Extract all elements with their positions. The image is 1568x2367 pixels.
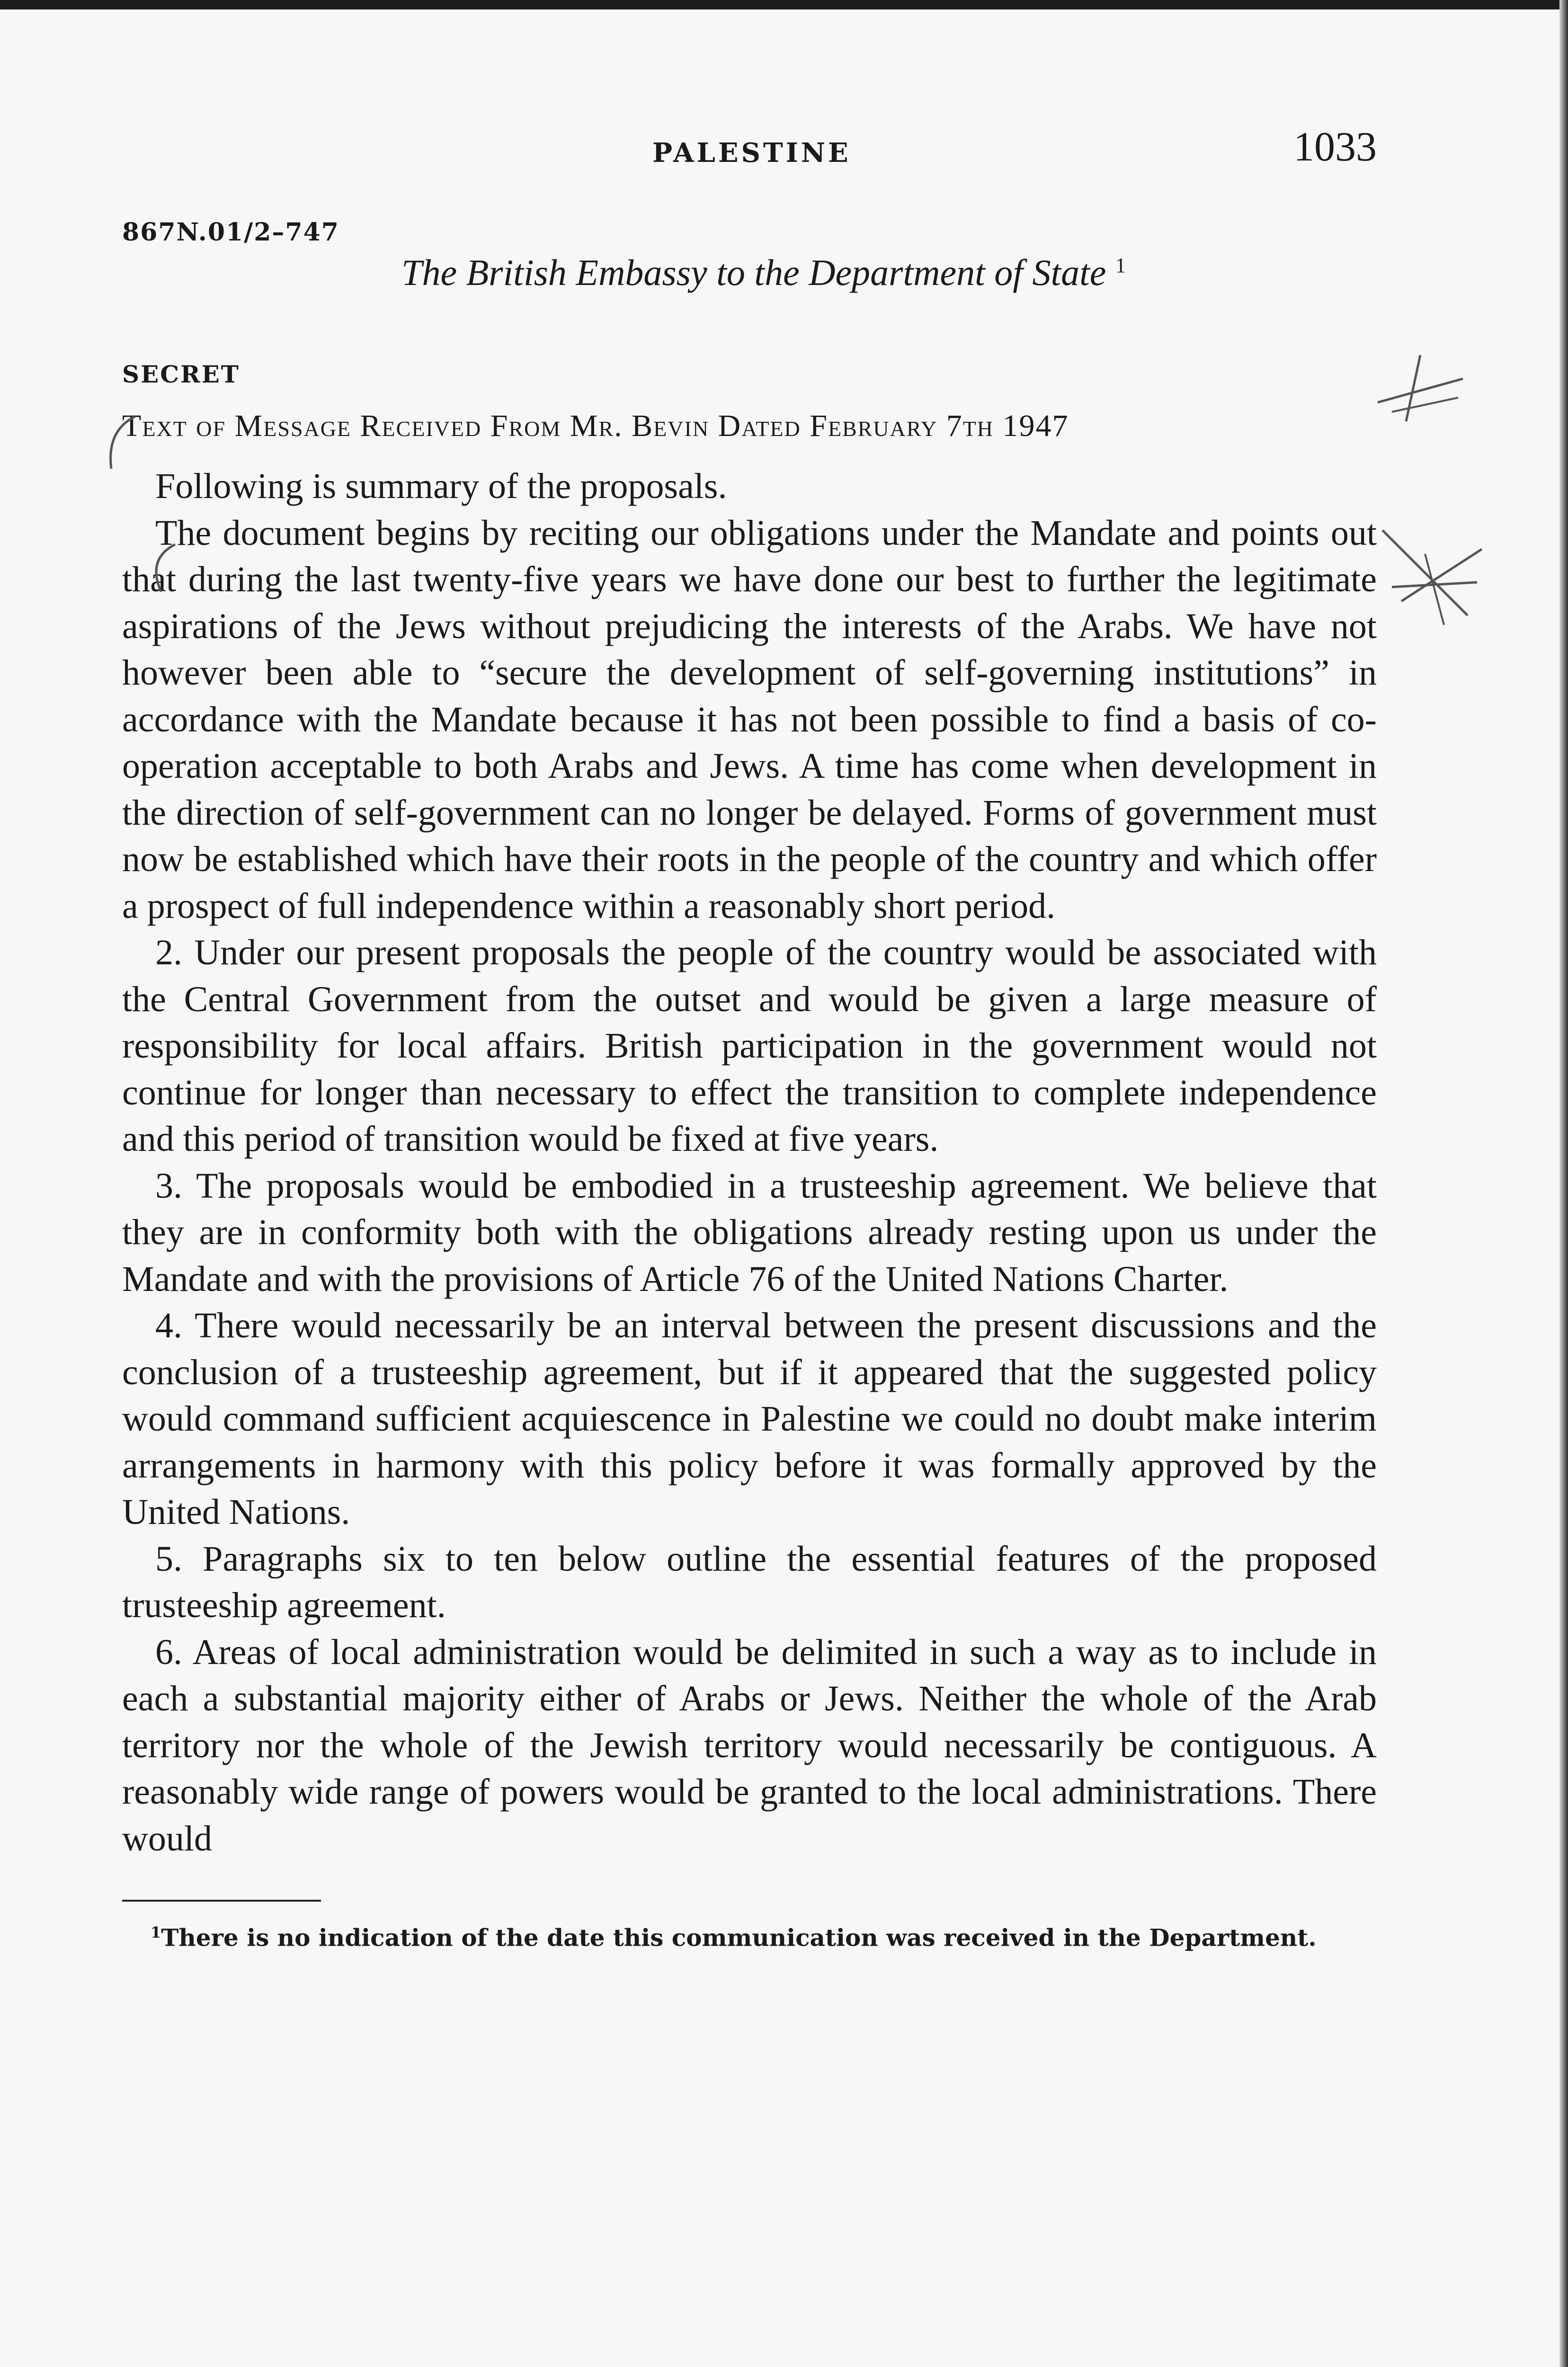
pencil-asterisk-margin-icon bbox=[1373, 521, 1496, 634]
paragraph-6: 6. Areas of local administration would be delimited in such a way as to include in each a substantial majority either of Arabs or Jews. Neither the whole of the Arab territory nor the whole of the Jewish territory would necessarily be contiguous. A reasonably wide range of powers would be granted to the local administrations. There would bbox=[122, 1632, 1377, 1859]
paragraph-1: The document begins by reciting our obligations under the Mandate and points out that during the last twenty-five years we have done our best to further the legitimate aspirations of the Jews without prejudicing the interests of the Arabs. We have not however been able to “secure the development of self-governing institutions” in accordance with the Mandate because it has not been possible to find a basis of co-operation acceptable to both Arabs and Jews. A time has come when development in the direction of self-government can no longer be delayed. Forms of government must now be established which have their roots in the people of the country and which offer a prospect of full independence within a reasonably short period. bbox=[122, 513, 1377, 926]
classification-label: SECRET bbox=[122, 360, 240, 388]
scan-border-top bbox=[0, 0, 1568, 9]
message-subject bbox=[122, 408, 1377, 444]
paragraph-4: 4. There would necessarily be an interval between the present discussions and the conclusion of a trusteeship agreement, but if it appeared that the suggested policy would command sufficient acquiescence in Palestine we could no doubt make interim arrangements in harmony with this policy before it was formally approved by the United Nations. bbox=[122, 1306, 1377, 1532]
paragraph-5: 5. Paragraphs six to ten below outline the essential features of the proposed trusteeship agreement. bbox=[122, 1539, 1377, 1625]
pencil-asterisk-top-icon bbox=[1363, 350, 1477, 426]
paragraph-3: 3. The proposals would be embodied in a trusteeship agreement. We believe that they are in conformity both with the obligations already resting upon us under the Mandate and with the provisions of Article 76 of the United Nations Charter. bbox=[122, 1166, 1377, 1299]
file-number: 867N.01/2–747 bbox=[122, 218, 339, 247]
heading-text: The British Embassy to the Department of State bbox=[401, 252, 1106, 293]
footnote-text: There is no indication of the date this communication was received in the Department. bbox=[161, 1923, 1317, 1952]
body-text bbox=[122, 463, 1377, 1862]
footnote-rule bbox=[122, 1900, 321, 1902]
page-number: 1033 bbox=[1293, 124, 1377, 170]
running-head bbox=[122, 118, 1377, 175]
paragraph-intro: Following is summary of the proposals. bbox=[155, 466, 727, 506]
subject-text: Text of Message Received From Mr. Bevin Dated February 7th 1947 bbox=[122, 409, 1069, 443]
document-page bbox=[122, 118, 1377, 1955]
paragraph-2: 2. Under our present proposals the people of the country would be associated with the Central Government from the outset and would be given a large measure of responsibility for local affairs. British participation in the government would not continue for longer than necessary to effect the transition to complete independence and this period of transition would be fixed at five years. bbox=[122, 933, 1377, 1159]
document-heading bbox=[122, 251, 1377, 294]
footnote bbox=[122, 1916, 1377, 1955]
running-title: PALESTINE bbox=[652, 137, 851, 169]
scan-border-right bbox=[1559, 0, 1568, 2367]
footnote-marker: 1 bbox=[151, 1923, 161, 1941]
heading-footnote-ref: 1 bbox=[1115, 254, 1126, 277]
